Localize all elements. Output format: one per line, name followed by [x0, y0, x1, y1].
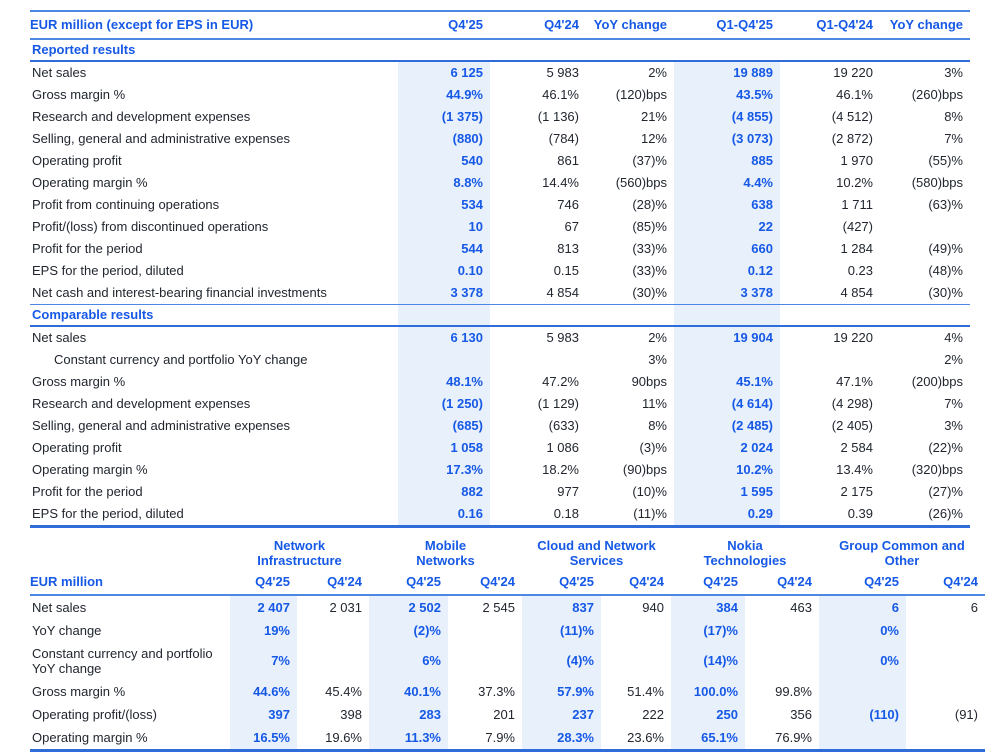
value-cell: 0.23: [847, 263, 873, 278]
spacer-cell: [490, 305, 586, 327]
value-cell: (1 136): [537, 109, 579, 124]
table2-title: EUR million: [30, 574, 103, 589]
value-cell: (2 405): [831, 418, 873, 433]
segment-group-name-text: Network Infrastructure: [257, 538, 342, 568]
row-label: Operating margin %: [32, 730, 148, 745]
spacer-cell: [674, 305, 780, 327]
value-cell: 3 378: [398, 282, 490, 305]
value-cell: (3 073): [674, 128, 780, 150]
value-cell: 540: [398, 150, 490, 172]
value-cell: 837: [522, 595, 601, 619]
value-cell: [601, 619, 671, 642]
value-cell: 2%: [944, 352, 963, 367]
col-header-q425: Q4'25: [406, 574, 441, 589]
segment-group-name-text: Mobile Networks: [416, 538, 475, 568]
value-cell: (200)bps: [911, 374, 963, 389]
value-cell: 10.2%: [836, 175, 873, 190]
value-cell: 10: [398, 216, 490, 238]
segment-period-header-row: [30, 570, 985, 595]
table-row: [30, 349, 970, 371]
value-cell: 0.18: [553, 506, 579, 521]
value-cell: 0.12: [674, 260, 780, 282]
value-cell: [880, 216, 970, 238]
value-cell: 4%: [944, 330, 963, 345]
value-cell: 48.1%: [398, 371, 490, 393]
value-cell: [906, 642, 985, 680]
value-cell: 23.6%: [627, 729, 664, 745]
col-header-yoy-change-2: YoY change: [889, 17, 963, 32]
col-header-q425: Q4'25: [864, 574, 899, 589]
value-cell: (560)bps: [615, 175, 667, 190]
value-cell: 46.1%: [542, 87, 579, 102]
row-label: Gross margin %: [32, 374, 126, 389]
value-cell: (11)%: [633, 506, 667, 521]
col-header-q425: Q4'25: [559, 574, 594, 589]
table-row: [30, 106, 970, 128]
table-row: [30, 393, 970, 415]
table-row: [30, 84, 970, 106]
col-header-q424: Q4'24: [544, 17, 579, 32]
value-cell: (91): [954, 706, 978, 722]
row-label: Operating profit/(loss): [32, 707, 157, 722]
value-cell: 8%: [944, 109, 963, 124]
value-cell: 99.8%: [775, 683, 812, 699]
row-label: Operating profit: [32, 153, 122, 168]
value-cell: 885: [674, 150, 780, 172]
value-cell: [819, 680, 906, 703]
value-cell: (30)%: [928, 285, 963, 300]
value-cell: 638: [674, 194, 780, 216]
value-cell: 37.3%: [478, 683, 515, 699]
value-cell: 11%: [641, 396, 667, 411]
value-cell: 882: [398, 481, 490, 503]
value-cell: 7%: [944, 131, 963, 146]
value-cell: [745, 642, 819, 680]
value-cell: (22)%: [928, 440, 963, 455]
value-cell: (63)%: [928, 197, 963, 212]
value-cell: (580)bps: [911, 175, 963, 190]
value-cell: (28)%: [632, 197, 667, 212]
value-cell: 3 378: [674, 282, 780, 305]
value-cell: 0.10: [398, 260, 490, 282]
value-cell: (260)bps: [911, 87, 963, 102]
value-cell: (633): [548, 418, 579, 433]
col-header-q425: Q4'25: [703, 574, 738, 589]
value-cell: 18.2%: [542, 462, 579, 477]
table-row: [30, 260, 970, 282]
value-cell: [297, 642, 369, 680]
row-label: YoY change: [32, 623, 102, 638]
value-cell: 65.1%: [671, 726, 745, 751]
value-cell: 3%: [944, 418, 963, 433]
value-cell: 201: [493, 706, 515, 722]
value-cell: (427): [842, 219, 873, 234]
table-row: [30, 150, 970, 172]
row-label: Profit for the period: [32, 241, 143, 256]
value-cell: (11)%: [522, 619, 601, 642]
value-cell: (4 855): [674, 106, 780, 128]
value-cell: 0.39: [847, 506, 873, 521]
value-cell: (880): [398, 128, 490, 150]
row-label: Profit for the period: [32, 484, 143, 499]
value-cell: 6: [970, 599, 978, 615]
value-cell: 46.1%: [836, 87, 873, 102]
segment-group-name-text: Group Common and Other: [839, 538, 965, 568]
value-cell: 12%: [640, 131, 667, 146]
value-cell: 0%: [819, 642, 906, 680]
value-cell: [906, 619, 985, 642]
table-row: [30, 703, 985, 726]
value-cell: 2 024: [674, 437, 780, 459]
segment-group-name: [819, 536, 985, 570]
spacer-cell: [586, 305, 674, 327]
value-cell: 51.4%: [627, 683, 664, 699]
value-cell: 10.2%: [674, 459, 780, 481]
value-cell: 1 284: [840, 241, 873, 256]
col-header-q424: Q4'24: [943, 574, 978, 589]
value-cell: 283: [369, 703, 448, 726]
spacer-cell: [30, 536, 230, 570]
row-label: Gross margin %: [32, 684, 126, 699]
value-cell: (120)bps: [615, 87, 667, 102]
value-cell: 250: [671, 703, 745, 726]
spacer-cell: [674, 39, 780, 61]
value-cell: 44.6%: [230, 680, 297, 703]
value-cell: [674, 349, 780, 371]
value-cell: (37)%: [632, 153, 667, 168]
row-label: Constant currency and portfolio YoY change: [32, 646, 213, 676]
col-header-yoy-change: YoY change: [593, 17, 667, 32]
col-header-q424: Q4'24: [777, 574, 812, 589]
segment-group-name-text: Nokia Technologies: [703, 538, 787, 568]
value-cell: 544: [398, 238, 490, 260]
value-cell: (49)%: [928, 241, 963, 256]
section-header-row: [30, 39, 970, 61]
value-cell: 356: [790, 706, 812, 722]
value-cell: 44.9%: [398, 84, 490, 106]
table-row: [30, 238, 970, 260]
value-cell: 1 595: [674, 481, 780, 503]
value-cell: 8%: [648, 418, 667, 433]
section-title: Comparable results: [32, 307, 154, 322]
row-label: EPS for the period, diluted: [32, 263, 184, 278]
value-cell: (2 872): [831, 131, 873, 146]
spacer-cell: [490, 39, 586, 61]
value-cell: 660: [674, 238, 780, 260]
value-cell: (4 614): [674, 393, 780, 415]
table-row: [30, 61, 970, 84]
value-cell: 43.5%: [674, 84, 780, 106]
value-cell: 6%: [369, 642, 448, 680]
value-cell: 19 220: [833, 330, 873, 345]
value-cell: 2 175: [840, 484, 873, 499]
value-cell: (685): [398, 415, 490, 437]
value-cell: 2 031: [329, 599, 362, 615]
segment-group-name: [671, 536, 819, 570]
value-cell: 2 502: [369, 595, 448, 619]
value-cell: [297, 619, 369, 642]
value-cell: (320)bps: [911, 462, 963, 477]
consolidated-results-table: [30, 10, 970, 528]
value-cell: (90)bps: [622, 462, 667, 477]
value-cell: 977: [557, 484, 579, 499]
table-row: [30, 726, 985, 751]
value-cell: 1 058: [398, 437, 490, 459]
row-label: Operating margin %: [32, 462, 148, 477]
value-cell: 0.15: [553, 263, 579, 278]
value-cell: (4)%: [522, 642, 601, 680]
value-cell: (110): [819, 703, 906, 726]
col-header-q425: Q4'25: [255, 574, 290, 589]
table-row: [30, 595, 985, 619]
spacer-cell: [398, 305, 490, 327]
value-cell: 2%: [648, 65, 667, 80]
value-cell: 534: [398, 194, 490, 216]
value-cell: (1 375): [398, 106, 490, 128]
value-cell: 384: [671, 595, 745, 619]
row-label: Net cash and interest-bearing financial investments: [32, 285, 327, 300]
value-cell: 2 545: [482, 599, 515, 615]
value-cell: 1 711: [841, 197, 873, 212]
segment-group-header-row: [30, 536, 985, 570]
value-cell: 19 904: [674, 326, 780, 349]
value-cell: 5 983: [546, 330, 579, 345]
row-label: Gross margin %: [32, 87, 126, 102]
row-label: Operating margin %: [32, 175, 148, 190]
table-row: [30, 128, 970, 150]
value-cell: (784): [548, 131, 579, 146]
row-label: Research and development expenses: [32, 109, 251, 124]
section-header-row: [30, 305, 970, 327]
value-cell: 4.4%: [674, 172, 780, 194]
value-cell: 28.3%: [522, 726, 601, 751]
value-cell: 90bps: [631, 374, 667, 389]
value-cell: [448, 642, 522, 680]
value-cell: 11.3%: [369, 726, 448, 751]
value-cell: (1 129): [537, 396, 579, 411]
value-cell: 1 970: [840, 153, 873, 168]
table-row: [30, 680, 985, 703]
col-header-q424: Q4'24: [629, 574, 664, 589]
segment-group-name: [230, 536, 369, 570]
value-cell: 6: [819, 595, 906, 619]
value-cell: 40.1%: [369, 680, 448, 703]
spacer-cell: [586, 39, 674, 61]
value-cell: (2)%: [369, 619, 448, 642]
table-row: [30, 459, 970, 481]
value-cell: 76.9%: [775, 729, 812, 745]
value-cell: 16.5%: [230, 726, 297, 751]
value-cell: [398, 349, 490, 371]
table-row: [30, 642, 985, 680]
row-label: Research and development expenses: [32, 396, 251, 411]
row-label: Operating profit: [32, 440, 122, 455]
value-cell: (17)%: [671, 619, 745, 642]
value-cell: 3%: [648, 352, 667, 367]
value-cell: (2 485): [674, 415, 780, 437]
row-label: Net sales: [32, 330, 87, 345]
value-cell: 3%: [944, 65, 963, 80]
value-cell: 2 584: [840, 440, 873, 455]
value-cell: 22: [674, 216, 780, 238]
table-row: [30, 216, 970, 238]
value-cell: (14)%: [671, 642, 745, 680]
spacer-cell: [880, 305, 970, 327]
value-cell: 4 854: [840, 285, 873, 300]
table1-title: EUR million (except for EPS in EUR): [30, 17, 254, 32]
value-cell: 813: [557, 241, 579, 256]
value-cell: 45.4%: [325, 683, 362, 699]
value-cell: 8.8%: [398, 172, 490, 194]
value-cell: (33)%: [632, 263, 667, 278]
row-label: Constant currency and portfolio YoY change: [54, 352, 308, 367]
value-cell: 21%: [640, 109, 667, 124]
value-cell: [601, 642, 671, 680]
value-cell: (1 250): [398, 393, 490, 415]
value-cell: 45.1%: [674, 371, 780, 393]
table-row: [30, 172, 970, 194]
value-cell: (4 298): [831, 396, 873, 411]
value-cell: (30)%: [632, 285, 667, 300]
value-cell: 7%: [230, 642, 297, 680]
table-row: [30, 371, 970, 393]
value-cell: 2 407: [230, 595, 297, 619]
value-cell: [906, 680, 985, 703]
col-header-q424: Q4'24: [327, 574, 362, 589]
value-cell: (55)%: [928, 153, 963, 168]
segment-group-name: [522, 536, 671, 570]
col-header-q424: Q4'24: [480, 574, 515, 589]
value-cell: [819, 726, 906, 751]
row-label: Selling, general and administrative expenses: [32, 131, 290, 146]
value-cell: (3)%: [639, 440, 667, 455]
value-cell: 222: [642, 706, 664, 722]
row-label: Profit/(loss) from discontinued operations: [32, 219, 269, 234]
row-label: Profit from continuing operations: [32, 197, 220, 212]
value-cell: 19%: [230, 619, 297, 642]
row-label: Net sales: [32, 600, 87, 615]
col-header-q1q425: Q1-Q4'25: [716, 17, 773, 32]
value-cell: 57.9%: [522, 680, 601, 703]
value-cell: 5 983: [546, 65, 579, 80]
value-cell: 17.3%: [398, 459, 490, 481]
value-cell: (27)%: [928, 484, 963, 499]
value-cell: 940: [642, 599, 664, 615]
value-cell: 397: [230, 703, 297, 726]
value-cell: 7.9%: [485, 729, 515, 745]
row-label: Net sales: [32, 65, 87, 80]
value-cell: (85)%: [632, 219, 667, 234]
spacer-cell: [780, 39, 880, 61]
section-title: Reported results: [32, 42, 136, 57]
value-cell: 47.1%: [836, 374, 873, 389]
value-cell: [448, 619, 522, 642]
value-cell: 0.29: [674, 503, 780, 527]
table-row: [30, 326, 970, 349]
value-cell: (48)%: [928, 263, 963, 278]
value-cell: 100.0%: [671, 680, 745, 703]
segment-group-name: [369, 536, 522, 570]
value-cell: (26)%: [928, 506, 963, 521]
spacer-cell: [398, 39, 490, 61]
value-cell: 47.2%: [542, 374, 579, 389]
value-cell: 398: [340, 706, 362, 722]
value-cell: 67: [564, 219, 579, 234]
col-header-q425: Q4'25: [448, 17, 483, 32]
value-cell: 1 086: [546, 440, 579, 455]
spacer-cell: [780, 305, 880, 327]
value-cell: [490, 349, 586, 371]
value-cell: (4 512): [831, 109, 873, 124]
value-cell: 7%: [944, 396, 963, 411]
value-cell: 19 220: [833, 65, 873, 80]
value-cell: [906, 726, 985, 751]
value-cell: 13.4%: [836, 462, 873, 477]
value-cell: 6 125: [398, 61, 490, 84]
value-cell: (10)%: [632, 484, 667, 499]
table-row: [30, 415, 970, 437]
value-cell: 237: [522, 703, 601, 726]
value-cell: 14.4%: [542, 175, 579, 190]
table-row: [30, 282, 970, 305]
table-row: [30, 503, 970, 527]
table-row: [30, 619, 985, 642]
value-cell: 861: [557, 153, 579, 168]
value-cell: 0%: [819, 619, 906, 642]
table1-header-row: [30, 11, 970, 39]
value-cell: 6 130: [398, 326, 490, 349]
table-row: [30, 437, 970, 459]
value-cell: (33)%: [632, 241, 667, 256]
value-cell: [745, 619, 819, 642]
value-cell: 19.6%: [325, 729, 362, 745]
table-row: [30, 481, 970, 503]
row-label: EPS for the period, diluted: [32, 506, 184, 521]
row-label: Selling, general and administrative expenses: [32, 418, 290, 433]
value-cell: 2%: [648, 330, 667, 345]
segment-group-name-text: Cloud and Network Services: [537, 538, 656, 568]
value-cell: 0.16: [398, 503, 490, 527]
value-cell: 19 889: [674, 61, 780, 84]
value-cell: 4 854: [546, 285, 579, 300]
value-cell: [780, 349, 880, 371]
spacer-cell: [880, 39, 970, 61]
value-cell: 463: [790, 599, 812, 615]
table-row: [30, 194, 970, 216]
value-cell: 746: [557, 197, 579, 212]
col-header-q1q424: Q1-Q4'24: [816, 17, 873, 32]
segment-results-table: [30, 536, 985, 752]
